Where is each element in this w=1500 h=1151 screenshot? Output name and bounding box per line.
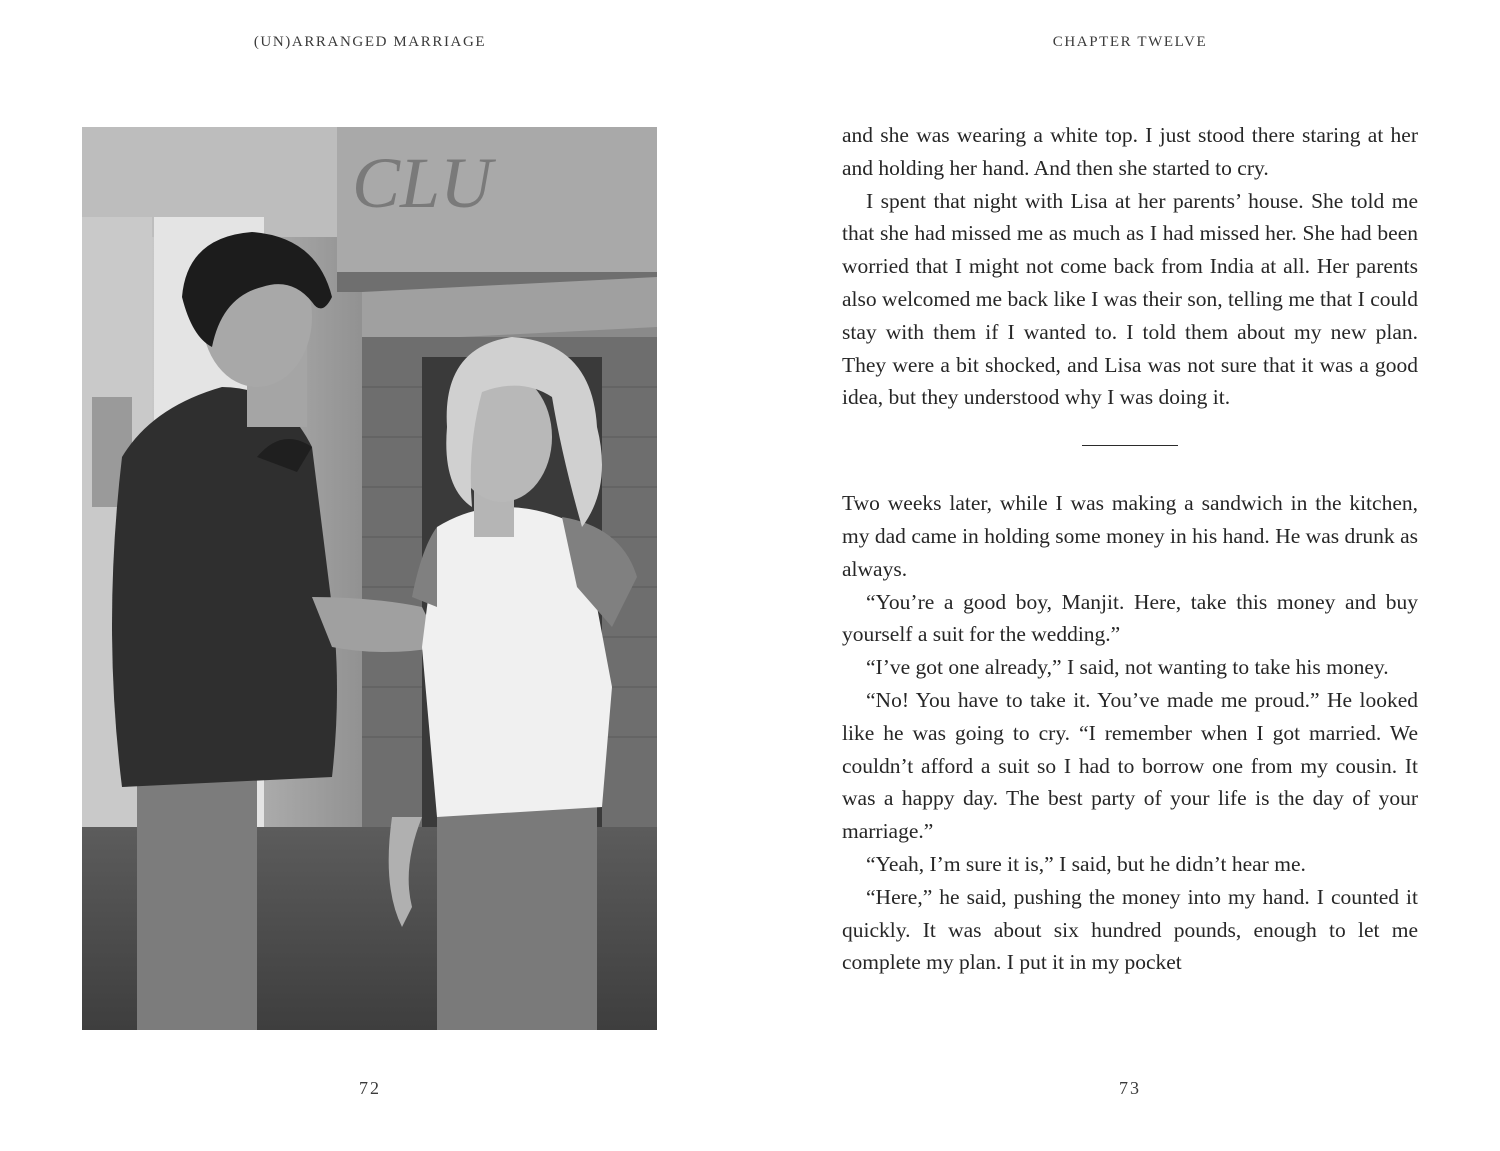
- paragraph: I spent that night with Lisa at her parents’ house. She told me that she had missed me as much as I had missed her. She had been worried that I might not come back from India at all. Her parents also welcomed me back like I was their son, telling me that I could stay with them if I wanted to. I told them about my new plan. They were a bit shocked, and Lisa was not sure that it was a good idea, but they understood why I was doing it.: [842, 188, 1418, 410]
- sign-lettering: CLU: [352, 143, 493, 223]
- page-number-right: 73: [1119, 1078, 1141, 1098]
- illustration-artwork: [82, 127, 657, 1030]
- illustration: [82, 127, 657, 1030]
- body-text: [842, 119, 1418, 979]
- running-head-right: CHAPTER TWELVE: [1052, 34, 1208, 50]
- paragraph: “Here,” he said, pushing the money into my hand. I counted it quickly. It was about six hundred pounds, enough to let me complete my plan. I put it in my pocket: [842, 884, 1418, 975]
- running-head-left: (UN)ARRANGED MARRIAGE: [253, 34, 487, 50]
- paragraph: and she was wearing a white top. I just stood there staring at her and holding her hand. And then she started to cry.: [842, 123, 1418, 180]
- right-page: [760, 0, 1500, 1151]
- paragraph: Two weeks later, while I was making a sandwich in the kitchen, my dad came in holding some money in his hand. He was drunk as always.: [842, 491, 1418, 581]
- paragraph: “You’re a good boy, Manjit. Here, take this money and buy yourself a suit for the wedding.”: [842, 589, 1418, 647]
- paragraph: “Yeah, I’m sure it is,” I said, but he didn’t hear me.: [866, 851, 1306, 876]
- page-number-left: 72: [359, 1078, 381, 1098]
- left-page: [0, 0, 740, 1151]
- paragraph: “No! You have to take it. You’ve made me proud.” He looked like he was going to cry. “I remember when I got married. We couldn’t afford a suit so I had to borrow one from my cousin. It was a happy day. The best party of your life is the day of your marriage.”: [842, 687, 1418, 844]
- paragraph: “I’ve got one already,” I said, not wanting to take his money.: [866, 655, 1389, 680]
- scene-break-rule: [1082, 445, 1178, 446]
